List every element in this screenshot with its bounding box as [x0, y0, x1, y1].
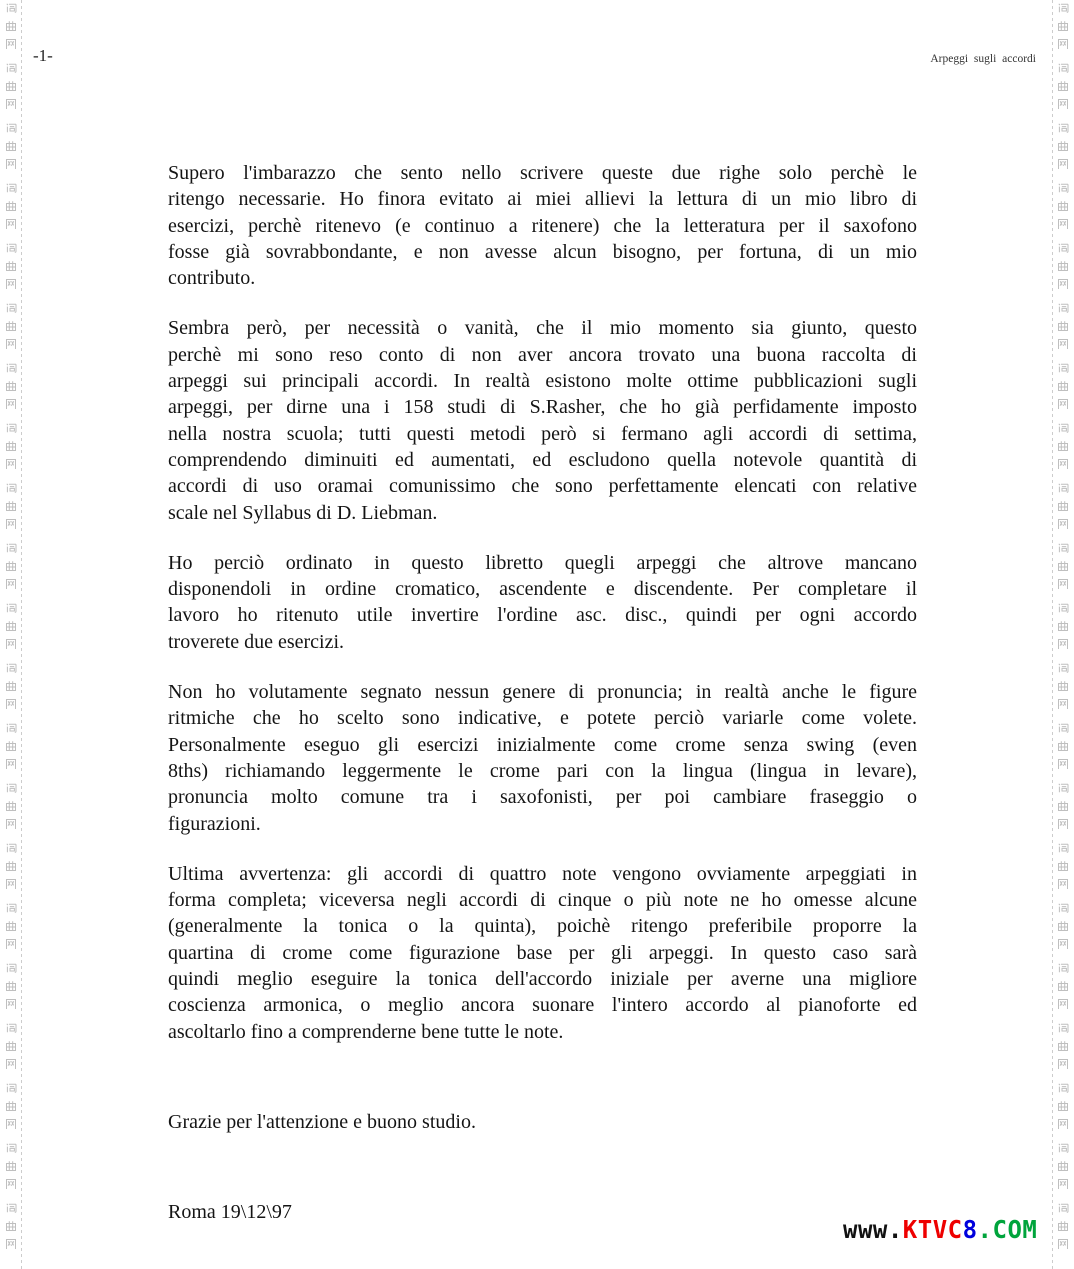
- text-line: ritmiche che ho scelto sono indicative, e potete perciò variarle come volete.: [168, 707, 917, 730]
- left-watermark-column: [4, 2, 18, 1262]
- watermark-glyph: [1057, 362, 1069, 374]
- watermark-glyph: [5, 260, 17, 272]
- watermark-group: [1057, 1022, 1069, 1082]
- watermark-glyph: [1057, 182, 1069, 194]
- paragraph: [168, 160, 917, 291]
- watermark-group: [1057, 1142, 1069, 1202]
- watermark-glyph: [1057, 800, 1069, 812]
- watermark-glyph: [1057, 758, 1069, 770]
- watermark-glyph: [5, 662, 17, 674]
- watermark-group: [1057, 422, 1069, 482]
- text-line: quartina di crome come figurazione base per gli arpeggi. In questo caso sarà: [168, 941, 917, 964]
- watermark-glyph: [1057, 602, 1069, 614]
- text-line: accordi di uso oramai comunissimo che sono perfettamente elencati con relative: [168, 475, 917, 498]
- watermark-group: [1057, 302, 1069, 362]
- watermark-group: [5, 782, 17, 842]
- watermark-glyph: [1057, 1160, 1069, 1172]
- watermark-glyph: [1057, 542, 1069, 554]
- text-line: forma completa; viceversa negli accordi di cinque o più note ne ho omesse alcune: [168, 889, 917, 912]
- date-line: Roma 19\12\97: [168, 1201, 292, 1224]
- watermark-group: [5, 542, 17, 602]
- watermark-group: [1057, 242, 1069, 302]
- watermark-group: [1057, 722, 1069, 782]
- watermark-glyph: [1057, 578, 1069, 590]
- watermark-glyph: [5, 602, 17, 614]
- watermark-glyph: [1057, 518, 1069, 530]
- text-line: Ho perciò ordinato in questo libretto quegli arpeggi che altrove mancano: [168, 551, 917, 574]
- watermark-group: [5, 722, 17, 782]
- watermark-glyph: [5, 920, 17, 932]
- watermark-glyph: [5, 218, 17, 230]
- watermark-glyph: [5, 398, 17, 410]
- watermark-glyph: [5, 1160, 17, 1172]
- watermark-group: [5, 962, 17, 1022]
- document-body: [168, 160, 917, 1226]
- watermark-glyph: [1057, 938, 1069, 950]
- watermark-glyph: [1057, 860, 1069, 872]
- watermark-glyph: [1057, 62, 1069, 74]
- watermark-glyph: [5, 980, 17, 992]
- watermark-glyph: [5, 740, 17, 752]
- closing-line: Grazie per l'attenzione e buono studio.: [168, 1110, 476, 1133]
- watermark-glyph: [1057, 680, 1069, 692]
- watermark-glyph: [5, 800, 17, 812]
- watermark-group: [1057, 782, 1069, 842]
- left-dotted-border: [21, 0, 22, 1269]
- watermark-glyph: [1057, 1040, 1069, 1052]
- watermark-glyph: [1057, 338, 1069, 350]
- text-line: scale nel Syllabus di D. Liebman.: [168, 501, 438, 524]
- logo-segment: 8: [962, 1215, 978, 1245]
- text-line: disponendoli in ordine cromatico, ascendente e discendente. Per completare il: [168, 578, 917, 601]
- watermark-glyph: [1057, 962, 1069, 974]
- watermark-glyph: [1057, 1220, 1069, 1232]
- watermark-glyph: [1057, 620, 1069, 632]
- watermark-glyph: [5, 440, 17, 452]
- watermark-glyph: [1057, 422, 1069, 434]
- watermark-glyph: [1057, 380, 1069, 392]
- watermark-glyph: [1057, 818, 1069, 830]
- watermark-glyph: [1057, 740, 1069, 752]
- watermark-glyph: [5, 482, 17, 494]
- logo-segment: .COM: [977, 1215, 1038, 1245]
- watermark-glyph: [5, 122, 17, 134]
- watermark-glyph: [5, 1082, 17, 1094]
- watermark-group: [1057, 1082, 1069, 1142]
- watermark-glyph: [1057, 482, 1069, 494]
- watermark-glyph: [5, 698, 17, 710]
- watermark-glyph: [5, 1220, 17, 1232]
- watermark-glyph: [1057, 698, 1069, 710]
- watermark-glyph: [5, 860, 17, 872]
- watermark-glyph: [1057, 440, 1069, 452]
- watermark-group: [5, 422, 17, 482]
- watermark-glyph: [5, 80, 17, 92]
- watermark-glyph: [5, 962, 17, 974]
- watermark-glyph: [5, 458, 17, 470]
- watermark-glyph: [1057, 302, 1069, 314]
- watermark-glyph: [5, 1022, 17, 1034]
- watermark-group: [1057, 2, 1069, 62]
- watermark-glyph: [5, 620, 17, 632]
- text-line: Sembra però, per necessità o vanità, che il mio momento sia giunto, questo: [168, 317, 917, 340]
- watermark-glyph: [5, 542, 17, 554]
- text-line: Personalmente eseguo gli esercizi inizialmente come crome senza swing (even: [168, 733, 917, 756]
- watermark-glyph: [1057, 158, 1069, 170]
- watermark-group: [5, 122, 17, 182]
- text-line: pronuncia molto comune tra i saxofonisti, per poi cambiare fraseggio o: [168, 786, 917, 809]
- watermark-glyph: [5, 758, 17, 770]
- watermark-group: [1057, 62, 1069, 122]
- watermark-group: [1057, 1202, 1069, 1262]
- watermark-glyph: [1057, 80, 1069, 92]
- watermark-group: [1057, 602, 1069, 662]
- watermark-glyph: [5, 638, 17, 650]
- text-line: Non ho volutamente segnato nessun genere di pronuncia; in realtà anche le figure: [168, 681, 917, 704]
- page-number: -1-: [33, 46, 53, 65]
- watermark-glyph: [1057, 902, 1069, 914]
- text-line: fosse già sovrabbondante, e non avesse alcun bisogno, per fortuna, di un mio: [168, 240, 917, 263]
- watermark-glyph: [1057, 1082, 1069, 1094]
- logo-segment: KTVC: [902, 1215, 963, 1245]
- watermark-group: [5, 1142, 17, 1202]
- text-line: arpeggi sui principali accordi. In realtà esistono molte ottime pubblicazioni sugli: [168, 370, 917, 393]
- text-line: coscienza armonica, o meglio ancora suonare l'intero accordo al pianoforte ed: [168, 994, 917, 1017]
- text-line: 8ths) richiamando leggermente le crome pari con la lingua (lingua in levare),: [168, 759, 917, 782]
- watermark-glyph: [1057, 560, 1069, 572]
- watermark-glyph: [1057, 1238, 1069, 1250]
- paragraph: [168, 861, 917, 1045]
- watermark-group: [1057, 542, 1069, 602]
- watermark-glyph: [5, 422, 17, 434]
- watermark-glyph: [5, 2, 17, 14]
- watermark-glyph: [5, 182, 17, 194]
- watermark-glyph: [1057, 1178, 1069, 1190]
- paragraph: [168, 550, 917, 655]
- logo-segment: www.: [843, 1215, 903, 1245]
- watermark-glyph: [1057, 320, 1069, 332]
- watermark-glyph: [5, 560, 17, 572]
- paragraph: [168, 679, 917, 837]
- text-line: quindi meglio eseguire la tonica dell'accordo iniziale per averne una migliore: [168, 968, 917, 991]
- watermark-group: [5, 2, 17, 62]
- watermark-glyph: [1057, 842, 1069, 854]
- watermark-group: [5, 62, 17, 122]
- watermark-group: [1057, 842, 1069, 902]
- watermark-group: [5, 182, 17, 242]
- watermark-glyph: [1057, 998, 1069, 1010]
- right-watermark-column: [1056, 2, 1070, 1262]
- watermark-glyph: [5, 38, 17, 50]
- watermark-glyph: [5, 1238, 17, 1250]
- watermark-glyph: [1057, 20, 1069, 32]
- watermark-group: [5, 1022, 17, 1082]
- text-line: ascoltarlo fino a comprenderne bene tutte le note.: [168, 1020, 564, 1043]
- watermark-group: [5, 902, 17, 962]
- watermark-glyph: [5, 938, 17, 950]
- watermark-glyph: [5, 680, 17, 692]
- watermark-glyph: [1057, 98, 1069, 110]
- text-line: contributo.: [168, 267, 256, 290]
- watermark-glyph: [1057, 782, 1069, 794]
- watermark-glyph: [1057, 878, 1069, 890]
- watermark-glyph: [5, 320, 17, 332]
- watermark-group: [5, 242, 17, 302]
- watermark-glyph: [1057, 458, 1069, 470]
- watermark-glyph: [1057, 1118, 1069, 1130]
- watermark-glyph: [5, 278, 17, 290]
- watermark-glyph: [1057, 638, 1069, 650]
- watermark-glyph: [1057, 260, 1069, 272]
- text-line: nella nostra scuola; tutti questi metodi però si fermano agli accordi di settima,: [168, 422, 917, 445]
- watermark-glyph: [1057, 140, 1069, 152]
- watermark-glyph: [1057, 1142, 1069, 1154]
- watermark-glyph: [1057, 1202, 1069, 1214]
- text-line: Ultima avvertenza: gli accordi di quattro note vengono ovviamente arpeggiati in: [168, 862, 917, 885]
- watermark-glyph: [5, 380, 17, 392]
- watermark-glyph: [5, 1202, 17, 1214]
- watermark-glyph: [5, 1058, 17, 1070]
- watermark-group: [1057, 482, 1069, 542]
- watermark-group: [1057, 962, 1069, 1022]
- paragraphs-container: [168, 160, 917, 1045]
- watermark-glyph: [1057, 920, 1069, 932]
- watermark-glyph: [5, 782, 17, 794]
- watermark-group: [5, 602, 17, 662]
- text-line: arpeggi, per dirne una i 158 studi di S.Rasher, che ho già perfidamente imposto: [168, 396, 917, 419]
- watermark-glyph: [5, 518, 17, 530]
- text-line: Supero l'imbarazzo che sento nello scrivere queste due righe solo perchè le: [168, 162, 917, 184]
- watermark-glyph: [5, 998, 17, 1010]
- text-line: perchè mi sono reso conto di non aver ancora trovato una buona raccolta di: [168, 343, 917, 366]
- watermark-glyph: [5, 158, 17, 170]
- watermark-glyph: [1057, 278, 1069, 290]
- watermark-glyph: [1057, 722, 1069, 734]
- watermark-group: [5, 482, 17, 542]
- watermark-glyph: [5, 1118, 17, 1130]
- watermark-glyph: [1057, 1022, 1069, 1034]
- watermark-group: [5, 1202, 17, 1262]
- watermark-glyph: [5, 842, 17, 854]
- watermark-glyph: [5, 1040, 17, 1052]
- watermark-group: [1057, 122, 1069, 182]
- running-header: Arpeggi sugli accordi: [930, 53, 1036, 65]
- watermark-glyph: [1057, 122, 1069, 134]
- watermark-glyph: [5, 902, 17, 914]
- watermark-glyph: [1057, 38, 1069, 50]
- watermark-group: [1057, 902, 1069, 962]
- watermark-group: [1057, 662, 1069, 722]
- watermark-group: [5, 302, 17, 362]
- watermark-glyph: [1057, 200, 1069, 212]
- paragraph: [168, 315, 917, 525]
- watermark-glyph: [5, 500, 17, 512]
- text-line: figurazioni.: [168, 812, 261, 835]
- watermark-glyph: [1057, 398, 1069, 410]
- watermark-group: [5, 662, 17, 722]
- text-line: ritengo necessarie. Ho finora evitato ai miei allievi la lettura di un mio libro di: [168, 188, 917, 211]
- watermark-glyph: [1057, 662, 1069, 674]
- watermark-glyph: [1057, 500, 1069, 512]
- watermark-group: [1057, 182, 1069, 242]
- watermark-glyph: [5, 878, 17, 890]
- watermark-glyph: [1057, 1058, 1069, 1070]
- ktvc8-logo: [843, 1216, 1037, 1244]
- watermark-glyph: [5, 362, 17, 374]
- text-line: (generalmente la tonica o la quinta), poichè ritengo preferibile proporre la: [168, 915, 917, 938]
- text-line: esercizi, perchè ritenevo (e continuo a ritenere) che la letteratura per il saxofono: [168, 214, 917, 237]
- watermark-glyph: [5, 140, 17, 152]
- text-line: comprendendo diminuiti ed aumentati, ed escludono quella notevole quantità di: [168, 448, 917, 471]
- watermark-glyph: [5, 98, 17, 110]
- watermark-group: [5, 362, 17, 422]
- watermark-glyph: [5, 338, 17, 350]
- watermark-glyph: [5, 818, 17, 830]
- watermark-glyph: [5, 722, 17, 734]
- watermark-glyph: [5, 302, 17, 314]
- watermark-glyph: [5, 20, 17, 32]
- watermark-glyph: [1057, 242, 1069, 254]
- text-line: lavoro ho ritenuto utile invertire l'ordine asc. disc., quindi per ogni accordo: [168, 604, 917, 627]
- watermark-glyph: [5, 1100, 17, 1112]
- watermark-glyph: [1057, 980, 1069, 992]
- watermark-glyph: [5, 200, 17, 212]
- watermark-glyph: [5, 578, 17, 590]
- watermark-glyph: [1057, 1100, 1069, 1112]
- watermark-glyph: [5, 62, 17, 74]
- watermark-group: [5, 842, 17, 902]
- watermark-glyph: [1057, 218, 1069, 230]
- watermark-group: [1057, 362, 1069, 422]
- watermark-group: [5, 1082, 17, 1142]
- watermark-glyph: [5, 1142, 17, 1154]
- watermark-glyph: [5, 1178, 17, 1190]
- watermark-glyph: [1057, 2, 1069, 14]
- watermark-glyph: [5, 242, 17, 254]
- text-line: troverete due esercizi.: [168, 630, 345, 653]
- right-dotted-border: [1052, 0, 1053, 1269]
